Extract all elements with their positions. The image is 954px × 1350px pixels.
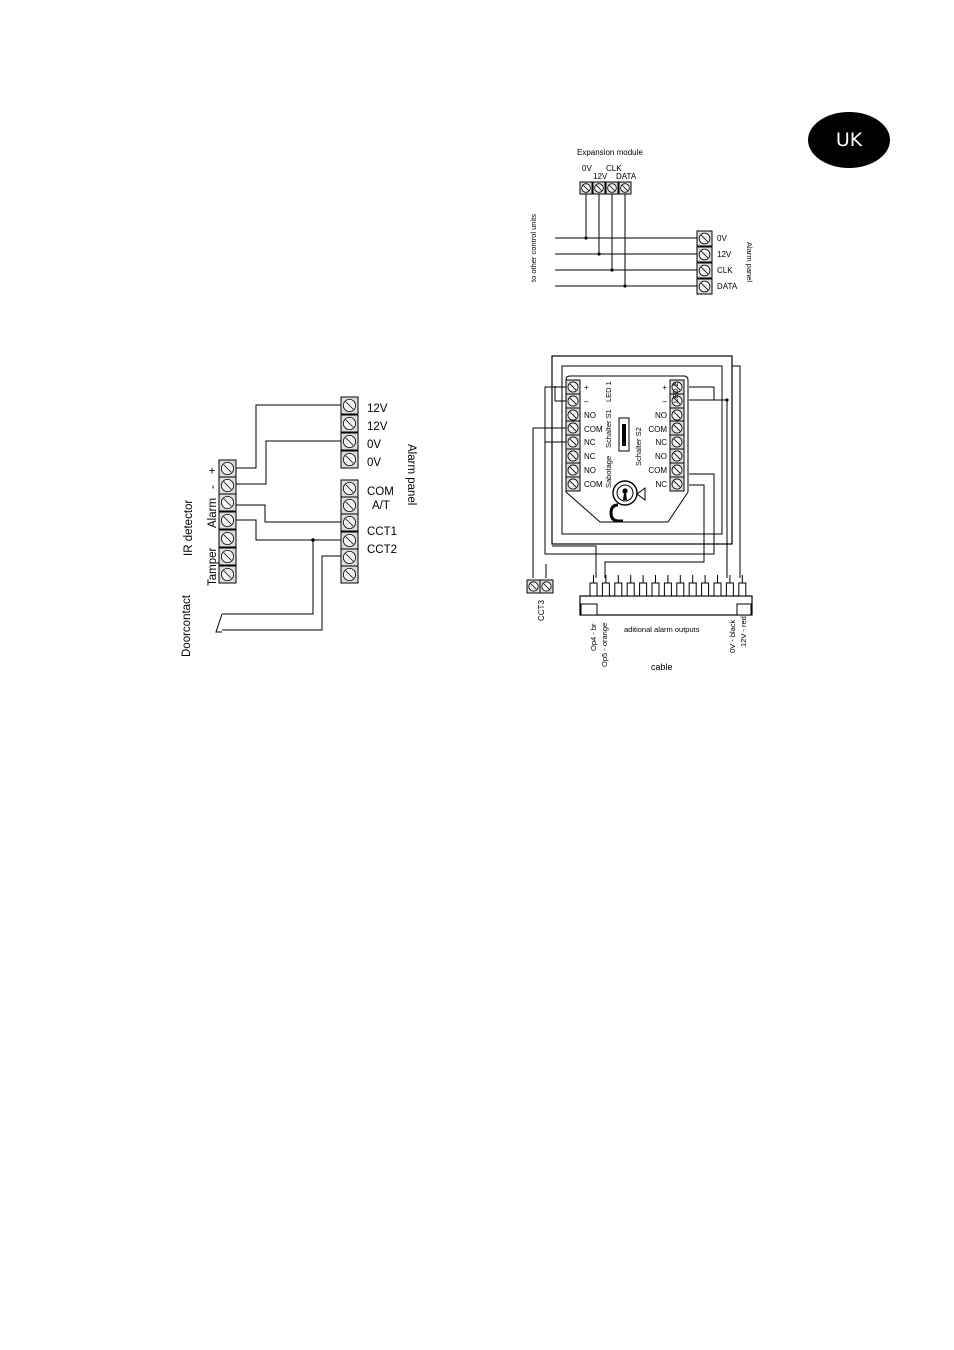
wire-left-com [533, 428, 566, 578]
junction-clk [610, 268, 613, 271]
module-left-terminal-3 [566, 408, 580, 422]
expansion-module-title: Expansion module [577, 148, 643, 157]
minus-label: - [207, 485, 219, 489]
ir-detector-terminal-6 [219, 548, 236, 565]
module-right-label-7: COM [648, 466, 667, 475]
wire-right-minus [689, 400, 727, 578]
switch-s2-label: Schalter S2 [634, 427, 643, 466]
module-left-label-8: COM [584, 480, 603, 489]
alarm-label: Alarm [207, 497, 219, 528]
cct3-terminal-block [527, 580, 553, 593]
keyswitch-module-wiring-diagram [527, 356, 752, 672]
module-left-label-7: NO [584, 466, 596, 475]
wire-left-minus-out [555, 388, 566, 401]
module-right-terminal-3 [670, 408, 684, 422]
module-right-terminal-4 [670, 421, 684, 435]
expansion-module-terminal-3 [606, 182, 618, 194]
bus-label-data: DATA [717, 282, 738, 291]
to-other-units-label [529, 214, 538, 282]
module-left-label-3: NO [584, 411, 596, 420]
alarm-panel-terminal-4 [341, 451, 358, 468]
module-right-label-4: COM [648, 425, 667, 434]
module-right-terminal-5 [670, 435, 684, 449]
cable-pin-4 [627, 575, 634, 596]
module-right-terminal-7 [670, 463, 684, 477]
module-left-terminal-6 [566, 449, 580, 463]
cable-pin-12 [726, 575, 733, 596]
module-left-terminal-2 [566, 394, 580, 408]
cable-pin-9 [689, 575, 696, 596]
module-right-label-3: NO [655, 411, 667, 420]
ir-detector-wiring-diagram [181, 397, 417, 657]
alarm-panel-terminal-10 [341, 566, 358, 583]
module-right-label-2: – [662, 397, 667, 406]
12v-red-label: 12V - red [739, 616, 748, 647]
terminal-label-cct2: CCT2 [367, 544, 398, 556]
cct3-terminal-1 [527, 580, 540, 593]
panel-bus-terminal-2 [697, 247, 712, 262]
module-left-label-2: – [584, 397, 589, 406]
junction-0v [584, 236, 587, 239]
tamper-label: Tamper [207, 547, 219, 586]
junction-data [623, 284, 626, 287]
module-left-label-1: + [584, 383, 589, 392]
bus-label-12v: 12V [717, 250, 732, 259]
uk-badge-label: UK [835, 129, 863, 151]
ir-detector-terminal-5 [219, 530, 236, 547]
module-left-terminal-1 [566, 380, 580, 394]
expansion-module-terminal-1 [580, 182, 592, 194]
cable-pin-8 [677, 575, 684, 596]
module-left-terminal-7 [566, 463, 580, 477]
to-other-units-text: to other control units [529, 214, 538, 282]
bus-label-clk: CLK [717, 266, 733, 275]
alarm-panel-terminal-9 [341, 549, 358, 566]
module-right-terminal-6 [670, 449, 684, 463]
junction-right [725, 398, 728, 401]
cable-pin-10 [702, 575, 709, 596]
module-right-label-1: + [662, 383, 667, 392]
0v-black-label: 0V - black [728, 619, 737, 653]
cable-label: cable [651, 662, 673, 672]
ir-detector-terminal-3 [219, 494, 236, 511]
plus-label: + [207, 467, 219, 474]
panel-bus-terminal-1 [697, 231, 712, 246]
terminal-label-at: A/T [372, 500, 390, 512]
additional-outputs-label: aditional alarm outputs [624, 625, 700, 634]
module-right-label-6: NO [655, 452, 667, 461]
cable-pin-11 [714, 575, 721, 596]
alarm-panel-terminal-1 [341, 397, 358, 414]
alarm-panel-label: Alarm panel [405, 444, 417, 506]
panel-bus-terminal-block [697, 231, 712, 294]
switch-s1-label: Schalter S1 [604, 409, 613, 448]
key-lock-icon [611, 481, 645, 521]
terminal-label-12v-b: 12V [367, 421, 388, 433]
op4-label: Op4 - br [589, 623, 598, 651]
bus-label-0v: 0V [717, 234, 727, 243]
module-left-terminal-8 [566, 477, 580, 491]
sabotage-label: Sabotage [604, 455, 613, 488]
ir-detector-terminal-block [219, 460, 236, 583]
cable-pin-1 [590, 575, 597, 596]
exp-label-12v: 12V [593, 172, 608, 181]
cable-pin-3 [615, 575, 622, 596]
exp-label-0v: 0V [582, 164, 592, 173]
cable-pin-6 [652, 575, 659, 596]
wire-alarm-cct2 [236, 520, 341, 540]
expansion-module-terminal-2 [593, 182, 605, 194]
panel-bus-terminal-3 [697, 263, 712, 278]
terminal-label-cct1: CCT1 [367, 526, 398, 538]
wire-junction [311, 538, 315, 542]
wire-alarm-com-cct1 [236, 505, 341, 522]
terminal-label-0v-b: 0V [367, 457, 382, 469]
terminal-label-com: COM [367, 486, 394, 498]
op5-label: Op5 - orange [600, 622, 609, 667]
expansion-module-terminal-4 [619, 182, 631, 194]
alarm-panel-terminal-3 [341, 433, 358, 450]
panel-bus-terminal-4 [697, 279, 712, 294]
terminal-label-0v-a: 0V [367, 439, 382, 451]
bus-alarm-panel-label: Alarm panel [745, 242, 754, 283]
ir-detector-terminal-2 [219, 477, 236, 494]
module-right-label-8: NC [655, 480, 667, 489]
alarm-panel-terminal-6 [341, 497, 358, 514]
led2-label: LED 2 [671, 382, 680, 403]
cct3-label: CCT3 [537, 600, 546, 621]
alarm-panel-terminal-block [341, 397, 358, 583]
module-left-terminal-5 [566, 435, 580, 449]
module-left-terminal-block [566, 380, 580, 491]
expansion-module-wiring-diagram [529, 148, 754, 294]
cable-pin-13 [739, 575, 746, 596]
wire-op4 [552, 546, 596, 578]
door-contact-switch [216, 614, 222, 632]
ir-detector-terminal-1 [219, 460, 236, 477]
exp-label-data: DATA [616, 172, 637, 181]
wire-plus-12v [236, 405, 341, 468]
ir-detector-label: IR detector [183, 499, 195, 556]
module-right-label-5: NC [655, 438, 667, 447]
ir-detector-terminal-7 [219, 566, 236, 583]
exp-label-clk: CLK [606, 164, 622, 173]
alarm-panel-terminal-2 [341, 415, 358, 432]
alarm-panel-terminal-5 [341, 480, 358, 497]
wire-right-plus [689, 387, 714, 400]
wire-door-contact-return [222, 556, 341, 630]
cable-pin-5 [640, 575, 647, 596]
alarm-panel-terminal-8 [341, 532, 358, 549]
doorcontact-label: Doorcontact [181, 594, 193, 657]
module-left-label-5: NC [584, 438, 596, 447]
module-right-terminal-8 [670, 477, 684, 491]
wire-minus-0v [236, 441, 341, 484]
cable-pin-2 [602, 575, 609, 596]
module-left-label-4: COM [584, 425, 603, 434]
ir-detector-terminal-4 [219, 512, 236, 529]
led1-label: LED 1 [604, 381, 613, 402]
alarm-panel-terminal-7 [341, 514, 358, 531]
module-left-label-6: NC [584, 452, 596, 461]
switch-s2-lever [622, 424, 626, 446]
cct3-terminal-2 [540, 580, 553, 593]
expansion-module-terminal-block [580, 182, 631, 194]
cable-connector [580, 575, 752, 615]
junction-12v [597, 252, 600, 255]
wire-12v-red [732, 366, 740, 578]
cable-pin-7 [664, 575, 671, 596]
terminal-label-12v-a: 12V [367, 403, 388, 415]
module-left-terminal-4 [566, 421, 580, 435]
